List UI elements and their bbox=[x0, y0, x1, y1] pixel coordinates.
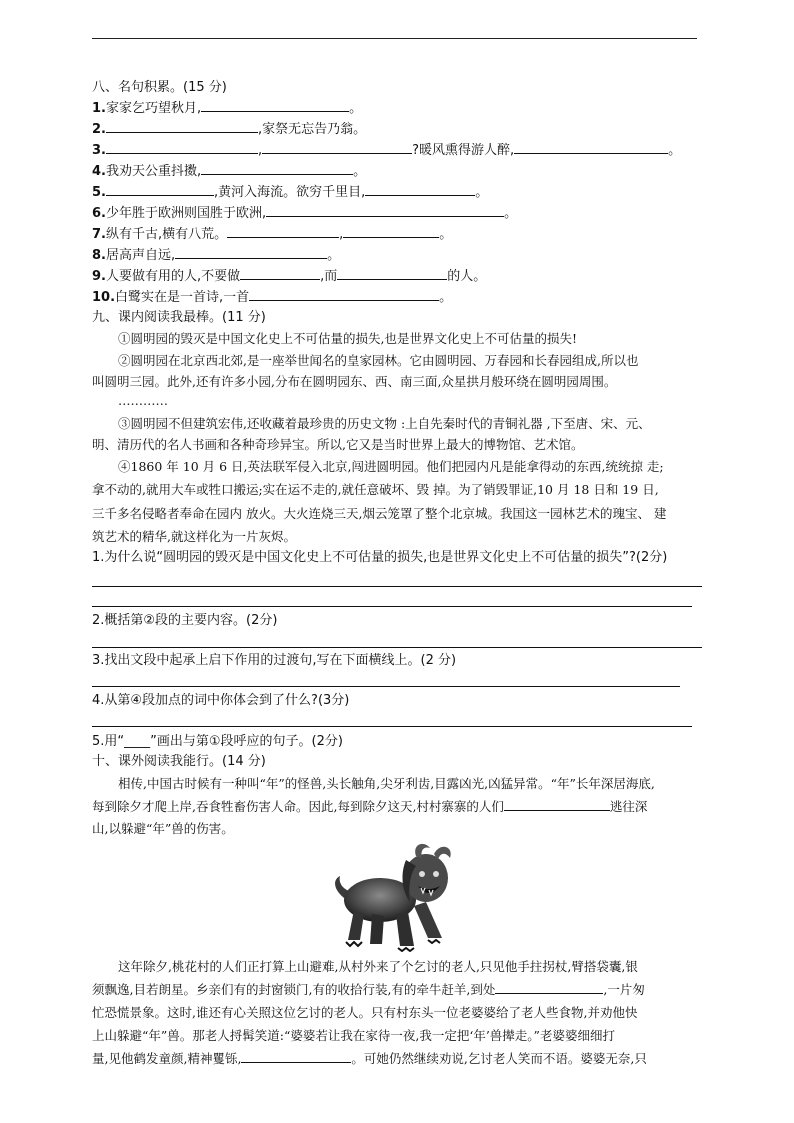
passage-10-p1-line3: 山,以躲避“年”兽的伤害。 bbox=[92, 821, 234, 836]
passage-text: 量,见他鹤发童颜,精神矍铄, bbox=[92, 1051, 242, 1066]
question-8-7 bbox=[92, 225, 452, 244]
q-text: 家家乞巧望秋月, bbox=[105, 101, 202, 116]
section-10-heading: 十、课外阅读我能行。(14 分) bbox=[92, 754, 266, 769]
answer-blank[interactable] bbox=[241, 1050, 351, 1063]
answer-line[interactable] bbox=[92, 606, 692, 607]
q-text: , bbox=[339, 227, 344, 242]
answer-blank[interactable] bbox=[337, 267, 447, 280]
question-9-4: 4.从第④段加点的词中你体会到了什么?(3分) bbox=[92, 693, 350, 708]
q-text: 白鹭实在是一首诗,一首 bbox=[115, 290, 250, 305]
answer-line[interactable] bbox=[92, 686, 680, 687]
passage-9-p3-line1: ③圆明园不但建筑宏伟,还收藏着最珍贵的历史文物 :上自先秦时代的青铜礼器 ,下至唐、宋、元、 bbox=[118, 416, 651, 431]
q-text: 。 bbox=[439, 227, 453, 242]
q-text: 纵有千古,横有八荒。 bbox=[105, 227, 228, 242]
passage-text: 须飘逸,目若朗星。乡亲们有的封窗锁门,有的收拾行装,有的牵牛赶羊,到处 bbox=[92, 982, 496, 997]
question-9-2: 2.概括第②段的主要内容。(2分) bbox=[92, 613, 278, 628]
passage-9-p2-line1: ②圆明园在北京西北郊,是一座举世闻名的皇家园林。它由圆明园、万春园和长春园组成,所以也 bbox=[118, 353, 639, 368]
question-8-10 bbox=[92, 288, 452, 307]
header-rule bbox=[92, 38, 697, 39]
question-8-1 bbox=[92, 99, 362, 118]
q-text: ,黄河入海流。欲穷千里目, bbox=[213, 185, 366, 200]
q-text: , bbox=[257, 143, 263, 158]
answer-blank[interactable] bbox=[249, 288, 439, 301]
answer-blank[interactable] bbox=[343, 225, 439, 238]
q-text: 少年胜于欧洲则国胜于欧洲, bbox=[105, 206, 267, 221]
q-text: 。 bbox=[668, 143, 682, 158]
passage-9-p4-line1: ④1860 年 10 月 6 日,英法联军侵入北京,闯进圆明园。他们把园内凡是能拿得动的东西,统统掠 走; bbox=[118, 459, 664, 474]
q-text: 。 bbox=[504, 206, 518, 221]
answer-blank[interactable] bbox=[201, 99, 349, 112]
passage-10-p2-line1: 这年除夕,桃花村的人们正打算上山避难,从村外来了个乞讨的老人,只见他手拄拐杖,臂搭袋囊,银 bbox=[118, 959, 638, 974]
passage-10-p2-line3: 忙恐慌景象。这时,谁还有心关照这位乞讨的老人。只有村东头一位老婆婆给了老人些食物,并劝他快 bbox=[92, 1005, 638, 1020]
answer-blank[interactable] bbox=[365, 183, 475, 196]
answer-blank[interactable] bbox=[266, 204, 504, 217]
passage-9-p1: ①圆明园的毁灭是中国文化史上不可估量的损失,也是世界文化史上不可估量的损失! bbox=[118, 331, 577, 346]
q-text: ?暖风熏得游人醉, bbox=[412, 143, 515, 158]
q-number: 6. bbox=[92, 206, 106, 221]
answer-line[interactable] bbox=[92, 647, 702, 648]
passage-text: ,一片匆 bbox=[603, 982, 645, 997]
q-text: 我劝天公重抖擞, bbox=[105, 164, 202, 179]
q-number: 8. bbox=[92, 248, 106, 263]
answer-blank[interactable] bbox=[262, 141, 412, 154]
passage-10-p1-line1: 相传,中国古时候有一种叫“年”的怪兽,头长触角,尖牙利齿,目露凶光,凶猛异常。“年”长年深居海底, bbox=[118, 776, 655, 791]
passage-10-p2-line4: 上山躲避“年”兽。那老人捋髯笑道:“婆婆若让我在家待一夜,我一定把‘年’兽撵走。”老婆婆细细打 bbox=[92, 1028, 615, 1043]
q-number: 10. bbox=[92, 290, 116, 305]
nian-beast-illustration bbox=[330, 840, 458, 952]
answer-blank[interactable] bbox=[106, 183, 214, 196]
answer-line[interactable] bbox=[92, 586, 702, 587]
passage-9-p2-line2: 叫圆明三园。此外,还有许多小园,分布在圆明园东、西、南三面,众星拱月般环绕在圆明园周围。 bbox=[92, 374, 617, 389]
answer-blank[interactable] bbox=[175, 246, 327, 259]
section-9-heading: 九、课内阅读我最棒。(11 分) bbox=[92, 310, 266, 325]
q-number: 9. bbox=[92, 269, 106, 284]
q-text: 居高声自远, bbox=[105, 248, 176, 263]
question-8-4 bbox=[92, 162, 366, 181]
question-8-5 bbox=[92, 183, 488, 202]
q-text: ,而 bbox=[320, 269, 338, 284]
passage-text: 逃往深 bbox=[609, 799, 648, 814]
answer-blank[interactable] bbox=[495, 981, 603, 994]
question-9-5: 5.用“____”画出与第①段呼应的句子。(2分) bbox=[92, 734, 343, 749]
answer-line[interactable] bbox=[92, 726, 692, 727]
q-number: 1. bbox=[92, 101, 106, 116]
q-text: 。 bbox=[475, 185, 489, 200]
q-number: 2. bbox=[92, 122, 106, 137]
q-number: 7. bbox=[92, 227, 106, 242]
passage-9-ellipsis: ………… bbox=[118, 393, 168, 408]
answer-blank[interactable] bbox=[240, 267, 320, 280]
passage-text: 。可她仍然继续劝说,乞讨老人笑而不语。婆婆无奈,只 bbox=[351, 1051, 647, 1066]
answer-blank[interactable] bbox=[106, 141, 258, 154]
question-9-1: 1.为什么说“圆明园的毁灭是中国文化史上不可估量的损失,也是世界文化史上不可估量的损失”?(2分) bbox=[92, 550, 668, 565]
answer-blank[interactable] bbox=[106, 120, 258, 133]
q-number: 3. bbox=[92, 143, 106, 158]
answer-blank[interactable] bbox=[201, 162, 353, 175]
passage-9-p4-line4: 筑艺术的精华,就这样化为一片灰烬。 bbox=[92, 529, 296, 544]
q-number: 5. bbox=[92, 185, 106, 200]
passage-10-p1-line2 bbox=[92, 798, 647, 816]
section-8-heading: 八、名句积累。(15 分) bbox=[92, 80, 227, 95]
q-text: 。 bbox=[327, 248, 341, 263]
q-number: 4. bbox=[92, 164, 106, 179]
answer-blank[interactable] bbox=[514, 141, 668, 154]
question-8-8 bbox=[92, 246, 340, 265]
q-text: 人要做有用的人,不要做 bbox=[105, 269, 241, 284]
q-text: 。 bbox=[349, 101, 363, 116]
passage-10-p2-line2 bbox=[92, 981, 645, 999]
question-8-2 bbox=[92, 120, 366, 139]
passage-9-p4-line3: 三千多名侵略者奉命在园内 放火。大火连烧三天,烟云笼罩了整个北京城。我国这一园林艺术的瑰宝、 建 bbox=[92, 506, 667, 521]
question-9-3: 3.找出文段中起承上启下作用的过渡句,写在下面横线上。(2 分) bbox=[92, 653, 457, 668]
question-8-9 bbox=[92, 267, 486, 286]
passage-10-p2-line5 bbox=[92, 1050, 647, 1068]
q-text: ,家祭无忘告乃翁。 bbox=[257, 122, 367, 137]
answer-blank[interactable] bbox=[504, 798, 610, 811]
passage-9-p4-line2: 拿不动的,就用大车或牲口搬运;实在运不走的,就任意破坏、毁 掉。为了销毁罪证,10 月 18 日和 19 日, bbox=[92, 482, 659, 497]
q-text: 。 bbox=[353, 164, 367, 179]
question-8-3 bbox=[92, 141, 681, 160]
passage-text: 每到除夕才爬上岸,吞食牲畜伤害人命。因此,每到除夕这天,村村寨寨的人们 bbox=[92, 799, 504, 814]
q-text: 的人。 bbox=[447, 269, 487, 284]
passage-9-p3-line2: 明、清历代的名人书画和各种奇珍异宝。所以,它又是当时世界上最大的博物馆、艺术馆。 bbox=[92, 437, 584, 452]
question-8-6 bbox=[92, 204, 517, 223]
q-text: 。 bbox=[439, 290, 453, 305]
answer-blank[interactable] bbox=[227, 225, 339, 238]
